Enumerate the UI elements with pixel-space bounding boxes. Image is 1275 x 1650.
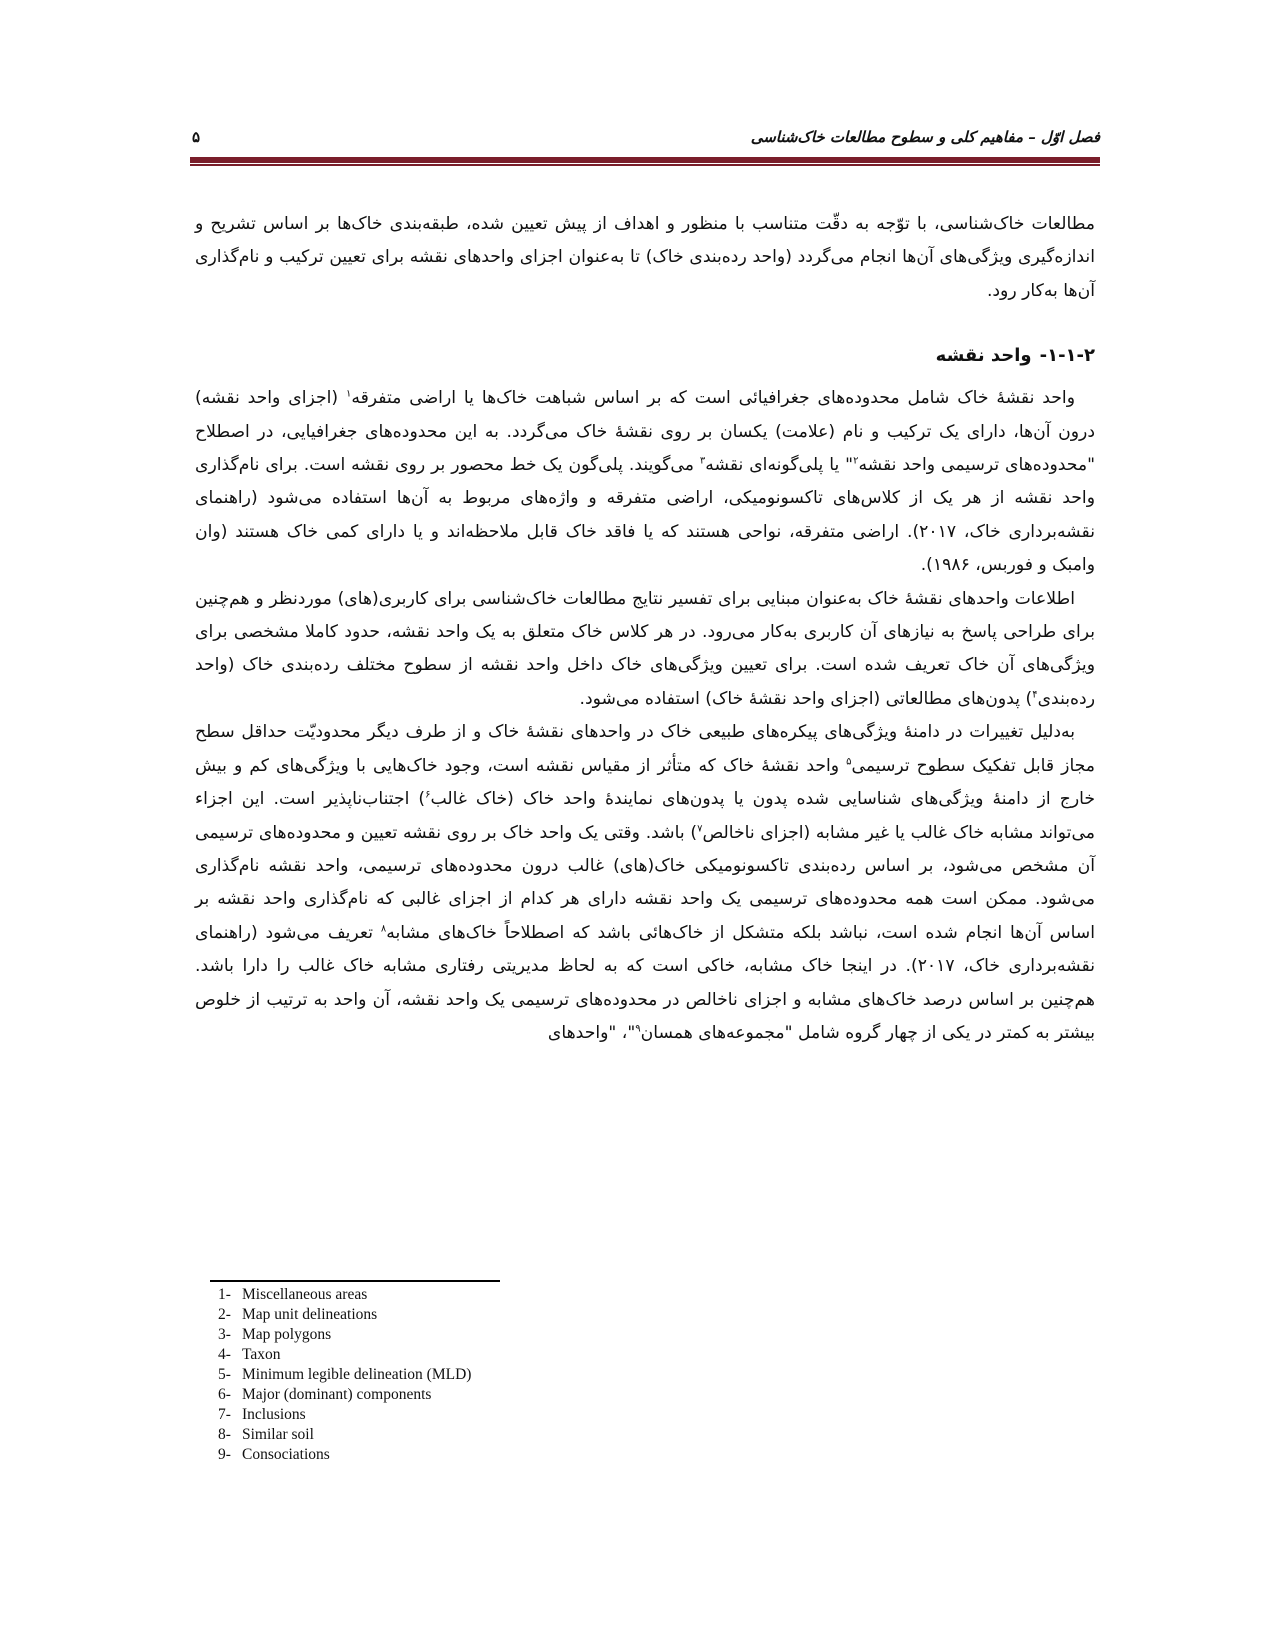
footnote-separator xyxy=(210,1280,500,1282)
page-number: ۵ xyxy=(192,128,201,146)
footnote-number: 6- xyxy=(218,1386,231,1403)
paragraph-map-unit-info xyxy=(195,583,1095,717)
footnote-item xyxy=(218,1305,471,1325)
page-header xyxy=(190,118,1100,158)
section-title: واحد نقشه xyxy=(935,345,1032,367)
footnote-text: Inclusions xyxy=(242,1406,306,1423)
footnote-ref-5[interactable]: ۵ xyxy=(846,755,852,767)
footnote-item xyxy=(218,1385,471,1405)
footnote-ref-7[interactable]: ۷ xyxy=(697,822,703,834)
footnote-item xyxy=(218,1445,471,1465)
footnote-item xyxy=(218,1425,471,1445)
footnote-number: 2- xyxy=(218,1306,231,1323)
paragraph-text: ) پدون‌های مطالعاتی (اجزای واحد نقشهٔ خاک) استفاده می‌شود. xyxy=(579,688,1033,709)
footnote-number: 1- xyxy=(218,1286,231,1303)
paragraph-text: تعریف می‌شود (راهنمای نقشه‌برداری خاک، ۲۰۱۷). در اینجا خاک مشابه، خاکی است که به لحاظ مدیریتی رفتاری مشابه خاک غالب را دارا باشد. هم‌چنین بر اساس درصد خاک‌های مشابه و اجزای ناخالص در محدوده‌های ترسیمی یک واحد نقشه، آن واحد به ترتیب از خلوص بیشتر به کمتر در یکی از چهار گروه شامل "مجموعه‌های همسان xyxy=(195,922,1095,1043)
footnote-text: Map polygons xyxy=(242,1326,332,1343)
paragraph-map-unit xyxy=(195,382,1095,582)
paragraph-text: می‌گویند. پلی‌گون یک خط محصور بر روی نقشه است. برای نام‌گذاری واحد نقشه از هر یک از کلاس‌های تاکسونومیکی، اراضی متفرقه و واژه‌های مربوط به آن‌ها استفاده می‌شود (راهنمای نقشه‌برداری خاک، ۲۰۱۷). اراضی متفرقه، نواحی هستند که یا فاقد خاک قابل ملاحظه‌اند و یا دارای کمی خاک هستند (وان وامبک و فوربس، ۱۹۸۶). xyxy=(195,455,1095,576)
footnote-text: Miscellaneous areas xyxy=(242,1286,368,1303)
footnote-text: Major (dominant) components xyxy=(242,1386,432,1403)
footnote-text: Consociations xyxy=(242,1446,330,1463)
footnote-item xyxy=(218,1345,471,1365)
paragraph-text: ) باشد. وقتی یک واحد خاک بر روی نقشه تعیین و محدوده‌های ترسیمی آن مشخص می‌شود، بر اساس رده‌بندی تاکسونومیکی خاک(های) غالب درون محدوده‌های ترسیمی، واحد نقشه نام‌گذاری می‌شود. ممکن است همه محدوده‌های ترسیمی یک واحد نقشه دارای هر کدام از اجزای غالبی که نام‌گذاری واحد نقشه بر اساس آن‌ها انجام شده است، نباشد بلکه متشکل از خاک‌هائی باشد که اصطلاحاً خاک‌های مشابه xyxy=(195,822,1095,943)
intro-paragraph: مطالعات خاک‌شناسی، با توّجه به دقّت متناسب با منظور و اهداف از پیش تعیین شده، طبقه‌بندی خاک‌ها بر اساس تشریح و اندازه‌گیری ویژگی‌های آن‌ها انجام می‌گردد (واحد رده‌بندی خاک) تا به‌عنوان اجزای واحدهای نقشه برای تعیین ترکیب و نام‌گذاری آن‌ها به‌کار رود. xyxy=(195,214,1095,301)
footnote-text: Minimum legible delineation (MLD) xyxy=(242,1366,472,1383)
footnote-ref-2[interactable]: ۲ xyxy=(853,455,859,467)
main-content xyxy=(195,208,1095,1050)
footnote-number: 8- xyxy=(218,1426,231,1443)
running-title: فصل اوّل – مفاهیم کلی و سطوح مطالعات خاک‌شناسی xyxy=(750,128,1100,146)
section-number: ۱-۱-۲- xyxy=(1039,345,1095,367)
header-rule-thick xyxy=(190,157,1100,163)
footnote-number: 9- xyxy=(218,1446,231,1463)
paragraph-text: واحد نقشهٔ خاک شامل محدوده‌های جغرافیائی است که بر اساس شباهت خاک‌ها یا اراضی متفرقه xyxy=(351,388,1075,409)
footnote-item xyxy=(218,1365,471,1385)
footnote-ref-1[interactable]: ۱ xyxy=(345,388,352,400)
paragraph-text: واحد نقشهٔ خاک که متأثر از مقیاس نقشه است، وجود خاک‌هایی با ویژگی‌های کم و بیش خارج از دامنهٔ ویژگی‌های شناسایی شده پدون یا پدون‌های نمایندهٔ واحد خاک (خاک غالب xyxy=(195,755,1095,810)
footnote-item xyxy=(218,1405,471,1425)
footnote-text: Similar soil xyxy=(242,1426,314,1443)
footnote-number: 7- xyxy=(218,1406,231,1423)
footnote-item xyxy=(218,1285,471,1305)
paragraph-text: (اجزای واحد نقشه) درون آن‌ها، دارای یک ترکیب و نام (علامت) یکسان بر روی نقشهٔ خاک می‌گردد. به این محدوده‌های جغرافیایی، در اصطلاح "محدوده‌های ترسیمی واحد نقشه xyxy=(195,388,1095,476)
footnote-text: Taxon xyxy=(242,1346,281,1363)
footnote-text: Map unit delineations xyxy=(242,1306,378,1323)
footnote-number: 3- xyxy=(218,1326,231,1343)
section-heading xyxy=(195,341,1095,371)
header-rule-thin xyxy=(190,164,1100,166)
footnote-ref-4[interactable]: ۴ xyxy=(1032,689,1038,701)
paragraph-text: به‌دلیل تغییرات در دامنهٔ ویژگی‌های پیکره‌های طبیعی خاک در واحدهای نقشهٔ خاک و از طرف دیگر محدودیّت حداقل سطح مجاز قابل تفکیک سطوح ترسیمی xyxy=(195,722,1095,776)
footnote-ref-3[interactable]: ۳ xyxy=(699,455,706,467)
footnote-ref-6[interactable]: ۶ xyxy=(425,789,431,801)
footnote-item xyxy=(218,1325,471,1345)
footnote-number: 5- xyxy=(218,1366,231,1383)
footnote-ref-9[interactable]: ۹ xyxy=(635,1023,641,1035)
footnote-ref-8[interactable]: ۸ xyxy=(380,922,387,934)
paragraph-text: "، "واحدهای xyxy=(547,1022,636,1043)
footnote-number: 4- xyxy=(218,1346,231,1363)
paragraph-text: ) اجتناب‌ناپذیر است. این اجزاء می‌تواند مشابه خاک غالب یا غیر مشابه (اجزای ناخالص xyxy=(195,789,1095,843)
paragraph-variations xyxy=(195,716,1095,1050)
footnotes-list xyxy=(218,1285,471,1465)
paragraph-text: " یا پلی‌گونه‌ای نقشه xyxy=(705,455,854,476)
paragraph-text: اطلاعات واحدهای نقشهٔ خاک به‌عنوان مبنایی برای تفسیر نتایج مطالعات خاک‌شناسی برای کاربری(های) موردنظر و هم‌چنین برای طراحی پاسخ به نیازهای آن کاربری به‌کار می‌رود. در هر کلاس خاک متعلق به یک واحد نقشه، حدود کاملا مشخصی برای ویژگی‌های آن خاک تعریف شده است. برای تعیین ویژگی‌های خاک داخل واحد نقشه از سطوح مختلف رده‌بندی خاک (واحد رده‌بندی xyxy=(195,588,1095,709)
